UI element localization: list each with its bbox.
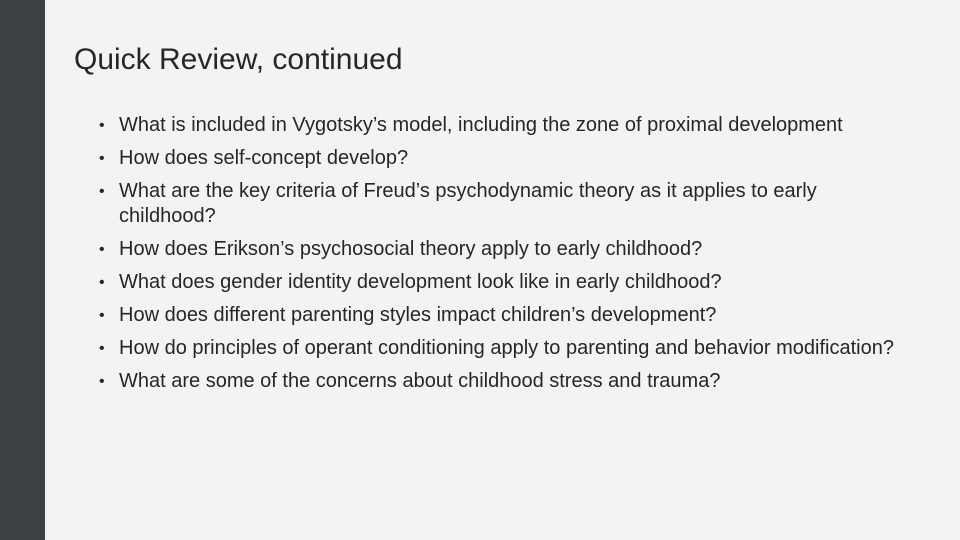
bullet-text: What does gender identity development look like in early childhood? [119, 271, 722, 293]
bullet-text: What are the key criteria of Freud’s psychodynamic theory as it applies to early childhood? [119, 180, 817, 227]
bullet-item [99, 270, 909, 295]
bullet-item [99, 113, 909, 138]
bullet-dot-icon: • [99, 340, 105, 357]
bullet-item [99, 146, 909, 171]
bullet-text: How does self-concept develop? [119, 147, 409, 169]
bullet-dot-icon: • [99, 307, 105, 324]
slide-title: Quick Review, continued [74, 43, 403, 76]
bullet-text: How does different parenting styles impact children’s development? [119, 304, 717, 326]
side-accent-bar [0, 0, 45, 540]
bullet-text: How do principles of operant conditioning apply to parenting and behavior modification? [119, 337, 894, 359]
bullet-dot-icon: • [99, 373, 105, 390]
bullet-dot-icon: • [99, 274, 105, 291]
bullet-dot-icon: • [99, 117, 105, 134]
bullet-dot-icon: • [99, 183, 105, 200]
bullet-item [99, 303, 909, 328]
bullet-text: How does Erikson’s psychosocial theory apply to early childhood? [119, 238, 703, 260]
bullet-dot-icon: • [99, 150, 105, 167]
bullet-text: What is included in Vygotsky’s model, including the zone of proximal development [119, 114, 843, 136]
bullet-item [99, 369, 909, 394]
bullet-list [99, 113, 909, 394]
bullet-item [99, 237, 909, 262]
bullet-item [99, 179, 909, 229]
bullet-text: What are some of the concerns about childhood stress and trauma? [119, 370, 721, 392]
bullet-dot-icon: • [99, 241, 105, 258]
bullet-item [99, 336, 909, 361]
